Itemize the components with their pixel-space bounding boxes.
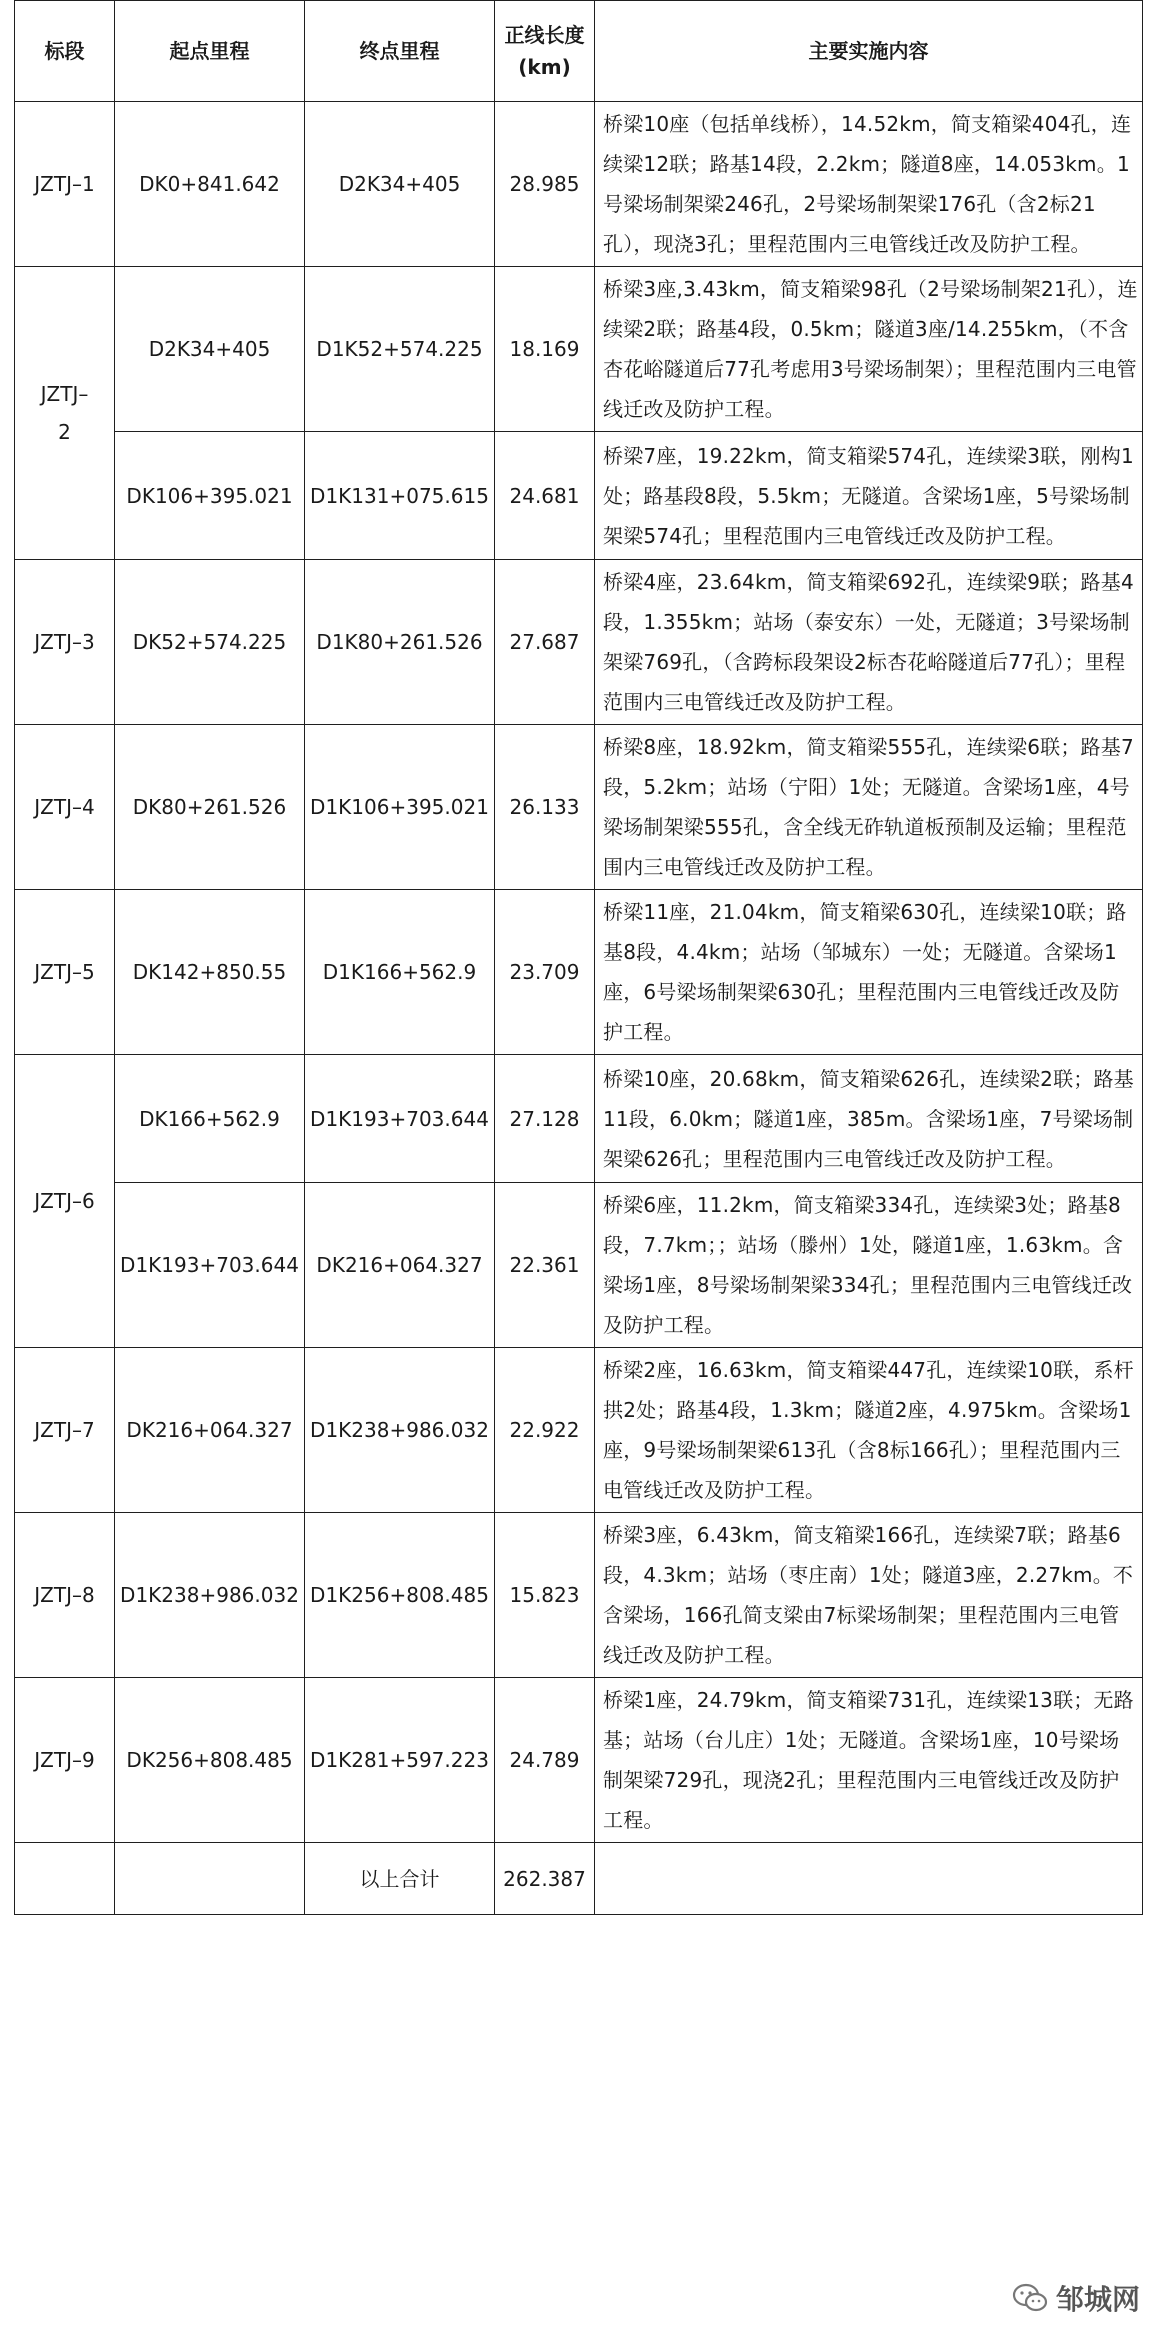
cell-content: 桥梁3座,3.43km，简支箱梁98孔（2号梁场制架21孔），连续梁2联；路基4段，0.5km；隧道3座/14.255km，（不含杏花峪隧道后77孔考虑用3号梁场制架）；里程范围内三电管线迁改及防护工程。 <box>595 267 1143 432</box>
cell-start: DK0+841.642 <box>115 102 305 267</box>
cell-content: 桥梁6座，11.2km，简支箱梁334孔，连续梁3处；路基8段，7.7km；；站场（滕州）1处，隧道1座，1.63km。含梁场1座，8号梁场制架梁334孔；里程范围内三电管线迁改及防护工程。 <box>595 1183 1143 1348</box>
cell-content: 桥梁2座，16.63km，简支箱梁447孔，连续梁10联，系杆拱2处；路基4段，1.3km；隧道2座，4.975km。含梁场1座，9号梁场制架梁613孔（含8标166孔）；里程范围内三电管线迁改及防护工程。 <box>595 1348 1143 1513</box>
watermark-text: 邹城网 <box>1055 2283 1140 2316</box>
table-row <box>15 1348 1143 1513</box>
cell-section: JZTJ–5 <box>15 890 115 1055</box>
table-row <box>15 725 1143 890</box>
header-content: 主要实施内容 <box>595 1 1143 102</box>
header-start-mileage: 起点里程 <box>115 1 305 102</box>
header-length: 正线长度 (km) <box>495 1 595 102</box>
table-row <box>15 1055 1143 1183</box>
cell-section: JZTJ–7 <box>15 1348 115 1513</box>
table-row <box>15 432 1143 560</box>
cell-content: 桥梁10座（包括单线桥），14.52km，简支箱梁404孔，连续梁12联；路基14段，2.2km；隧道8座，14.053km。1号梁场制架梁246孔，2号梁场制架梁176孔（含2标21孔），现浇3孔；里程范围内三电管线迁改及防护工程。 <box>595 102 1143 267</box>
cell-start: DK52+574.225 <box>115 560 305 725</box>
cell-content: 桥梁3座，6.43km，简支箱梁166孔，连续梁7联；路基6段，4.3km；站场（枣庄南）1处；隧道3座，2.27km。不含梁场，166孔简支梁由7标梁场制架；里程范围内三电管线迁改及防护工程。 <box>595 1513 1143 1678</box>
cell-start: DK106+395.021 <box>115 432 305 560</box>
watermark <box>1012 2278 1140 2318</box>
total-label: 以上合计 <box>305 1843 495 1915</box>
cell-length: 18.169 <box>495 267 595 432</box>
table-row <box>15 267 1143 432</box>
wechat-icon <box>1012 2283 1048 2313</box>
cell-end: D1K80+261.526 <box>305 560 495 725</box>
cell-length: 27.687 <box>495 560 595 725</box>
cell-content: 桥梁11座，21.04km，简支箱梁630孔，连续梁10联；路基8段，4.4km；站场（邹城东）一处；无隧道。含梁场1座，6号梁场制架梁630孔；里程范围内三电管线迁改及防护工程。 <box>595 890 1143 1055</box>
table-row <box>15 560 1143 725</box>
cell-length: 24.681 <box>495 432 595 560</box>
cell-section: JZTJ–1 <box>15 102 115 267</box>
cell-content: 桥梁4座，23.64km，简支箱梁692孔，连续梁9联；路基4段，1.355km；站场（泰安东）一处，无隧道；3号梁场制架梁769孔，（含跨标段架设2标杏花峪隧道后77孔）；里程范围内三电管线迁改及防护工程。 <box>595 560 1143 725</box>
cell-total-empty-2 <box>115 1843 305 1915</box>
table-row <box>15 1678 1143 1843</box>
cell-start: DK256+808.485 <box>115 1678 305 1843</box>
cell-length: 24.789 <box>495 1678 595 1843</box>
cell-content: 桥梁10座，20.68km，简支箱梁626孔，连续梁2联；路基11段，6.0km；隧道1座，385m。含梁场1座，7号梁场制架梁626孔；里程范围内三电管线迁改及防护工程。 <box>595 1055 1143 1183</box>
cell-length: 27.128 <box>495 1055 595 1183</box>
cell-section: JZTJ–3 <box>15 560 115 725</box>
cell-total-empty-3 <box>595 1843 1143 1915</box>
cell-start: DK166+562.9 <box>115 1055 305 1183</box>
table-row <box>15 890 1143 1055</box>
table-row <box>15 1183 1143 1348</box>
cell-length: 28.985 <box>495 102 595 267</box>
cell-section: JZTJ–4 <box>15 725 115 890</box>
cell-section: JZTJ– 2 <box>15 267 115 560</box>
cell-content: 桥梁1座，24.79km，简支箱梁731孔，连续梁13联；无路基；站场（台儿庄）1处；无隧道。含梁场1座，10号梁场制架梁729孔，现浇2孔；里程范围内三电管线迁改及防护工程。 <box>595 1678 1143 1843</box>
cell-section: JZTJ–9 <box>15 1678 115 1843</box>
cell-length: 15.823 <box>495 1513 595 1678</box>
cell-start: DK142+850.55 <box>115 890 305 1055</box>
cell-section: JZTJ–8 <box>15 1513 115 1678</box>
cell-end: D1K52+574.225 <box>305 267 495 432</box>
cell-end: D1K281+597.223 <box>305 1678 495 1843</box>
table-header-row <box>15 1 1143 102</box>
cell-end: D1K106+395.021 <box>305 725 495 890</box>
cell-content: 桥梁8座，18.92km，简支箱梁555孔，连续梁6联；路基7段，5.2km；站场（宁阳）1处；无隧道。含梁场1座，4号梁场制架梁555孔，含全线无砟轨道板预制及运输；里程范围内三电管线迁改及防护工程。 <box>595 725 1143 890</box>
cell-start: DK216+064.327 <box>115 1348 305 1513</box>
cell-length: 23.709 <box>495 890 595 1055</box>
table-row <box>15 1513 1143 1678</box>
cell-content: 桥梁7座，19.22km，简支箱梁574孔，连续梁3联，刚构1处；路基段8段，5.5km；无隧道。含梁场1座，5号梁场制架梁574孔；里程范围内三电管线迁改及防护工程。 <box>595 432 1143 560</box>
table-row <box>15 102 1143 267</box>
cell-section: JZTJ–6 <box>15 1055 115 1348</box>
cell-end: D2K34+405 <box>305 102 495 267</box>
header-section: 标段 <box>15 1 115 102</box>
cell-end: D1K166+562.9 <box>305 890 495 1055</box>
cell-start: D2K34+405 <box>115 267 305 432</box>
cell-length: 22.922 <box>495 1348 595 1513</box>
cell-length: 22.361 <box>495 1183 595 1348</box>
cell-total-empty-1 <box>15 1843 115 1915</box>
total-row <box>15 1843 1143 1915</box>
cell-end: D1K256+808.485 <box>305 1513 495 1678</box>
cell-start: D1K238+986.032 <box>115 1513 305 1678</box>
cell-start: D1K193+703.644 <box>115 1183 305 1348</box>
cell-end: D1K238+986.032 <box>305 1348 495 1513</box>
cell-end: D1K131+075.615 <box>305 432 495 560</box>
cell-start: DK80+261.526 <box>115 725 305 890</box>
bid-section-table <box>14 0 1143 1915</box>
total-length: 262.387 <box>495 1843 595 1915</box>
cell-length: 26.133 <box>495 725 595 890</box>
cell-end: DK216+064.327 <box>305 1183 495 1348</box>
cell-end: D1K193+703.644 <box>305 1055 495 1183</box>
header-end-mileage: 终点里程 <box>305 1 495 102</box>
